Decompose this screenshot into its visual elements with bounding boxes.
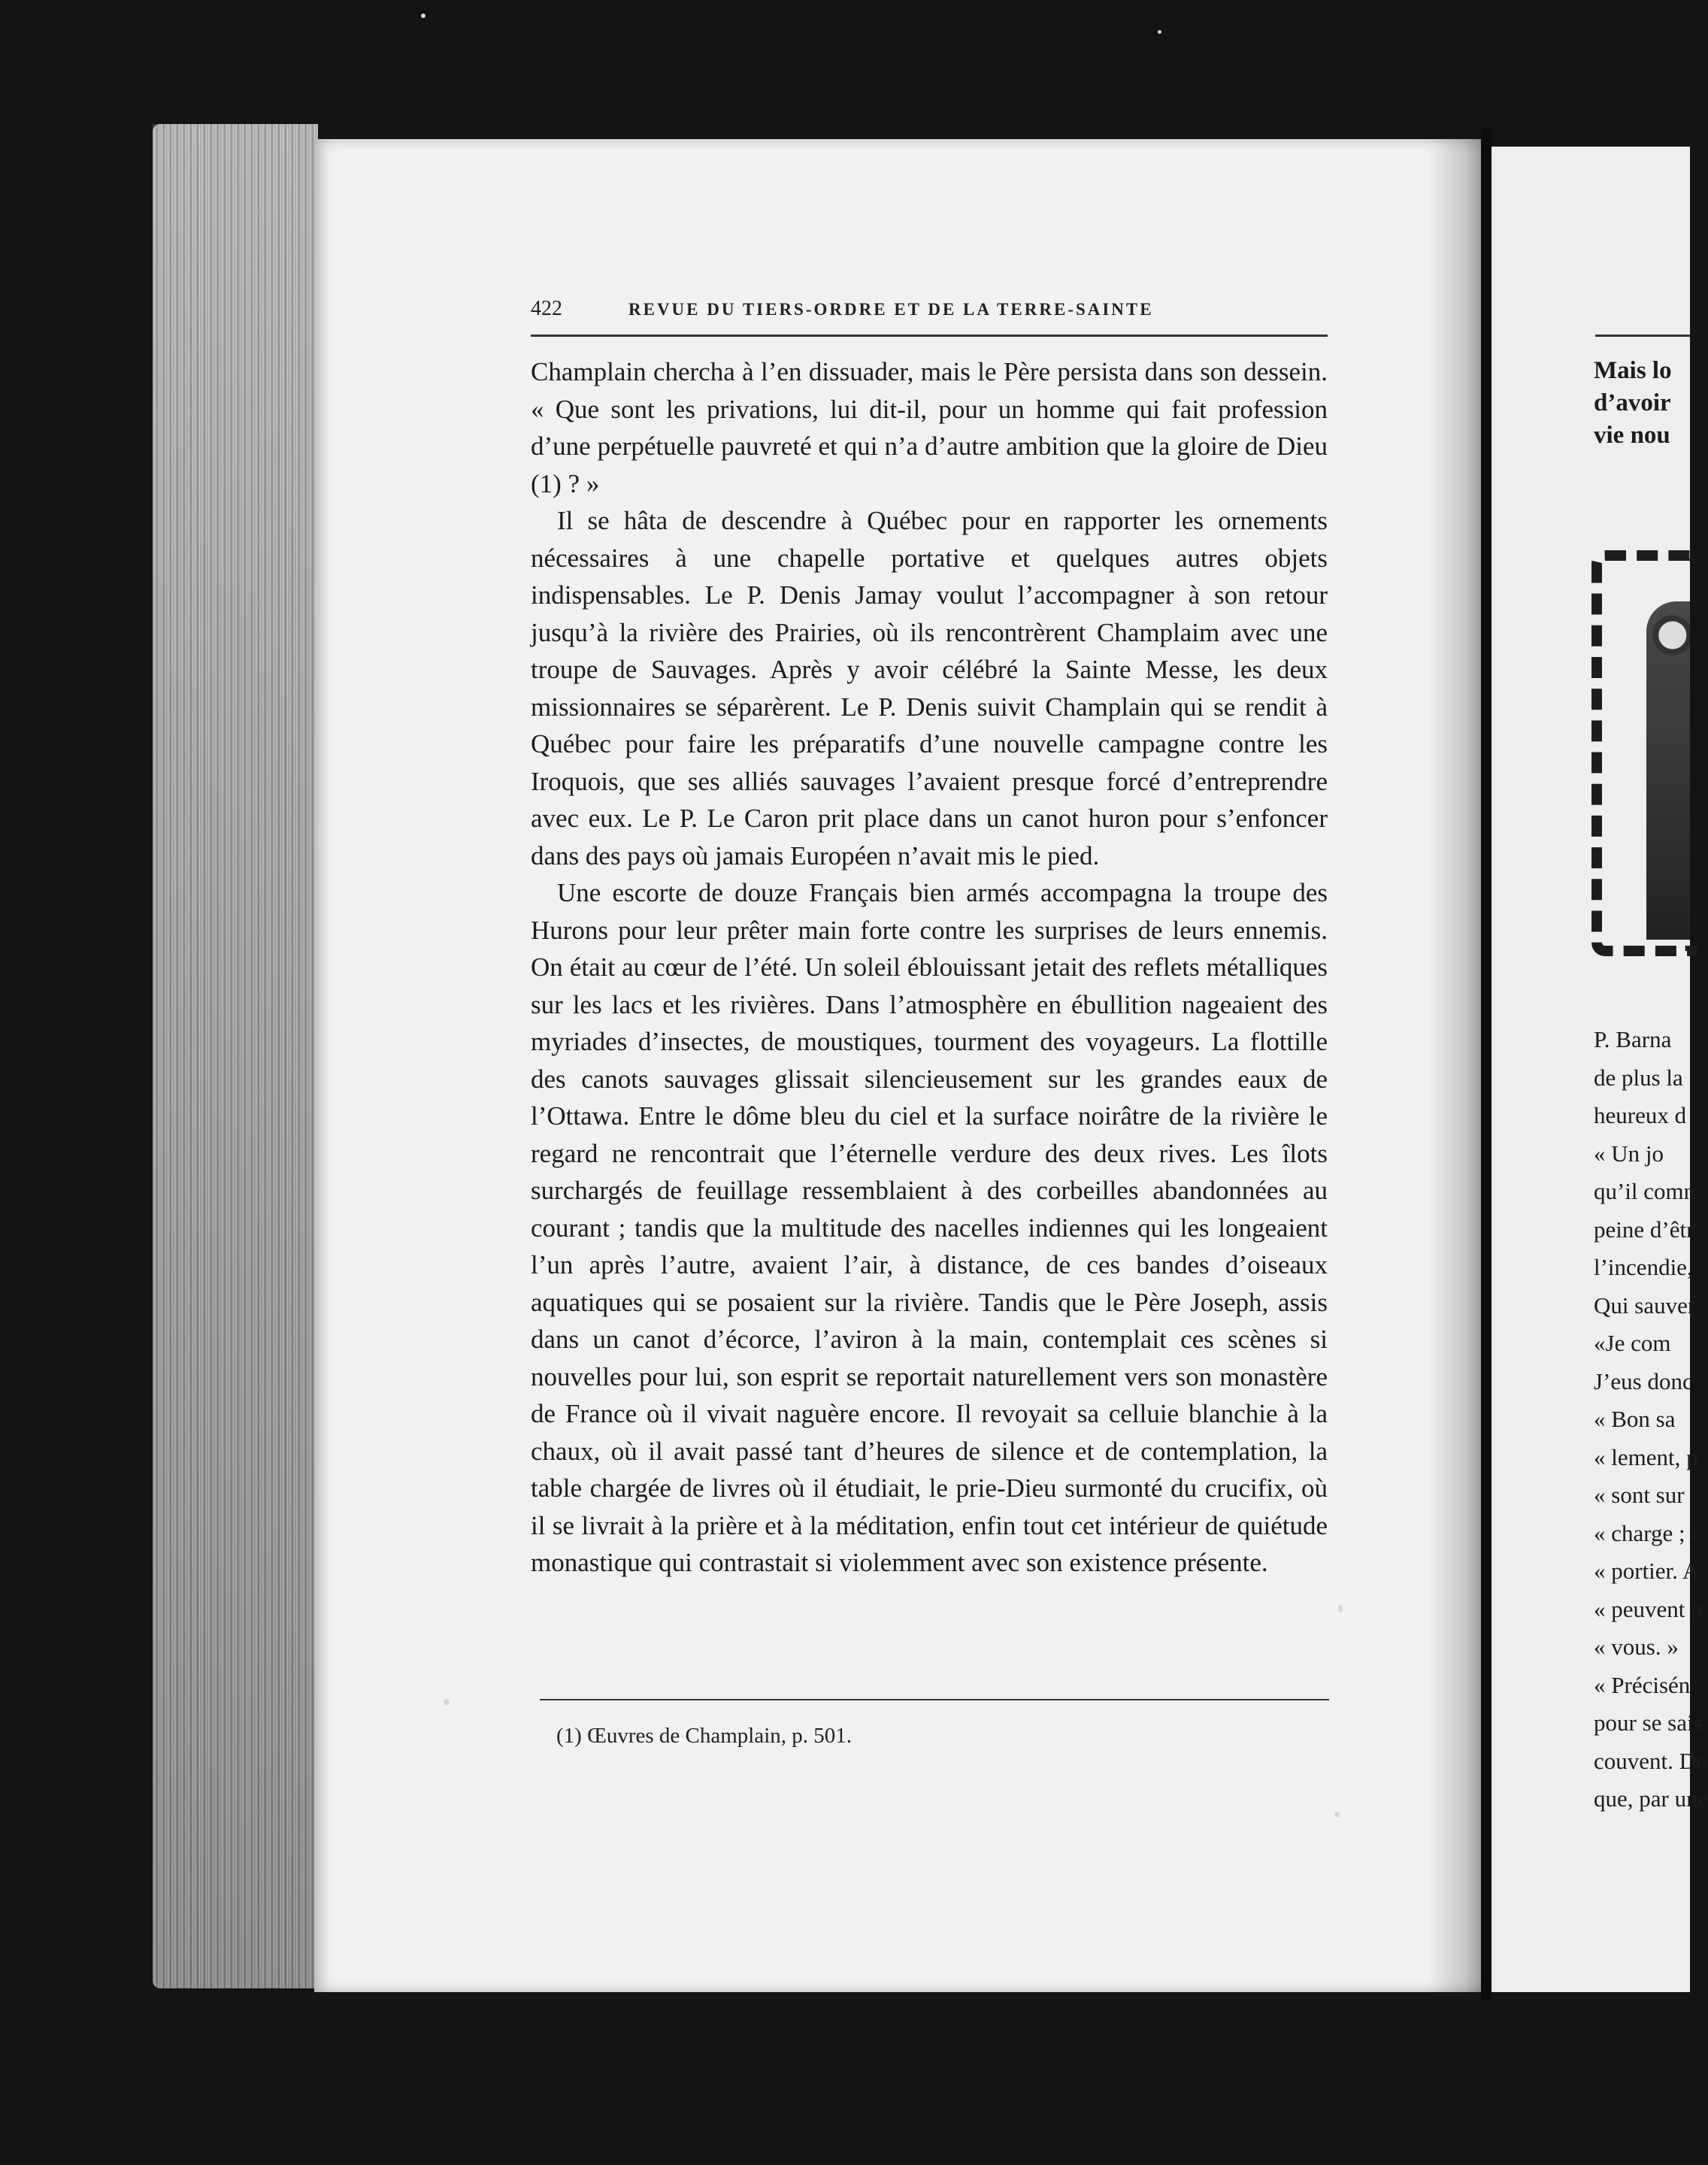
text-line: «Je com [1594, 1330, 1671, 1356]
text-line: « Un jo [1594, 1140, 1664, 1167]
text-line: J’eus donc [1594, 1367, 1693, 1394]
text-line: que, par une [1594, 1785, 1708, 1812]
text-line: « Bon sa [1594, 1406, 1676, 1432]
text-line: couvent. De [1594, 1747, 1706, 1774]
text-line: de plus la [1594, 1064, 1683, 1091]
book-page-edges [153, 124, 318, 1988]
text-line: peine d’êtr [1594, 1216, 1694, 1243]
right-page-body-text [1594, 1021, 1708, 1818]
footnote: (1) Œuvres de Champlain, p. 501. [556, 1724, 852, 1748]
running-title: REVUE DU TIERS-ORDRE ET DE LA TERRE-SAINTE [628, 300, 1154, 319]
paragraph: Il se hâta de descendre à Québec pour en rapporter les ornements nécessaires à une chapelle portative et quelques autres objets indispensables. Le P. Denis Jamay voulut l’accompagner à son retour jusqu’à la rivière des Prairies, où ils rencontrèrent Champlaim avec une troupe de Sauvages. Après y avoir célébré la Sainte Messe, les deux missionnaires se séparèrent. Le P. Denis suivit Champlain qui se rendit à Québec pour faire les préparatifs d’une nouvelle campagne contre les Iroquois, que ses alliés sauvages l’avaient presque forcé d’entreprendre avec eux. Le P. Le Caron prit place dans un canot huron pour s’enfoncer dans des pays où jamais Européen n’avait mis le pied. [531, 506, 1328, 871]
saint-engraving [1646, 601, 1690, 940]
text-line: Qui sauver [1594, 1291, 1696, 1319]
dust-speck [444, 1699, 450, 1705]
dust-speck [421, 14, 425, 18]
text-line: « charge ; c [1594, 1519, 1702, 1546]
running-header [531, 297, 1328, 321]
text-line: P. Barna [1594, 1026, 1672, 1052]
spine-gap [1481, 128, 1491, 2000]
book-gutter [1428, 139, 1481, 1992]
text-line: « peuvent p [1594, 1595, 1703, 1622]
right-page-top-text [1594, 355, 1690, 452]
text-line: vie nou [1594, 422, 1670, 449]
text-line: « vous. » [1594, 1634, 1679, 1660]
header-rule [531, 335, 1328, 337]
paragraph: Une escorte de douze Français bien armés accompagna la troupe des Hurons pour leur prêter main forte contre les surprises de leurs ennemis. On était au cœur de l’été. Un soleil éblouissant jetait des reflets métalliques sur les lacs et les rivières. Dans l’atmosphère en ébullition nageaient des myriades d’insectes, de moustiques, tourment des voyageurs. La flottille des canots sauvages glissait silencieusement sur les grandes eaux de l’Ottawa. Entre le dôme bleu du ciel et la surface noirâtre de la rivière le regard ne rencontrait que l’éternelle verdure des deux rives. Les îlots surchargés de feuillage ressemblaient à des corbeilles abandonnées au courant ; tandis que la multitude des nacelles indiennes qui les longeaient l’un après l’autre, avaient l’air, à distance, de ces bandes d’oiseaux aquatiques qui se posaient sur la rivière. Tandis que le Père Joseph, assis dans un canot d’écorce, l’aviron à la main, contemplait ces scènes si nouvelles pour lui, son esprit se reportait naturellement vers son monastère de France où il vivait naguère encore. Il revoyait sa celluie blanchie à la chaux, où il avait passé tant d’heures de silence et de contemplation, la table chargée de livres où il étudiait, le prie-Dieu surmonté du crucifix, où il se livrait à la prière et à la méditation, enfin tout cet intérieur de quiétude monastique qui contrastait si violemment avec son existence présente. [531, 878, 1328, 1577]
text-line: qu’il comn [1594, 1178, 1696, 1204]
text-line: « portier. A [1594, 1558, 1700, 1584]
text-line: « lement, p [1594, 1443, 1698, 1470]
body-text [531, 353, 1328, 1582]
text-line: heureux d [1594, 1102, 1687, 1128]
dust-speck [1338, 1605, 1343, 1612]
page-number: 422 [531, 297, 562, 320]
paragraph: Champlain chercha à l’en dissuader, mais le Père persista dans son dessein. « Que sont les privations, lui dit-il, pour un homme qui fait profession d’une perpétuelle pauvreté et qui n’a d’autre ambition que la gloire de Dieu (1) ? » [531, 357, 1328, 498]
text-line: pour se sais [1594, 1709, 1703, 1736]
text-line: « sont sur [1594, 1482, 1685, 1508]
dust-speck [1334, 1812, 1340, 1817]
text-line: Mais lo [1594, 357, 1672, 384]
dust-speck [1158, 30, 1161, 34]
right-page-rule [1595, 335, 1690, 337]
text-line: « Précisén [1594, 1671, 1691, 1698]
text-line: l’incendie, [1594, 1254, 1693, 1280]
footnote-rule [540, 1699, 1329, 1700]
text-line: d’avoir [1594, 389, 1671, 416]
